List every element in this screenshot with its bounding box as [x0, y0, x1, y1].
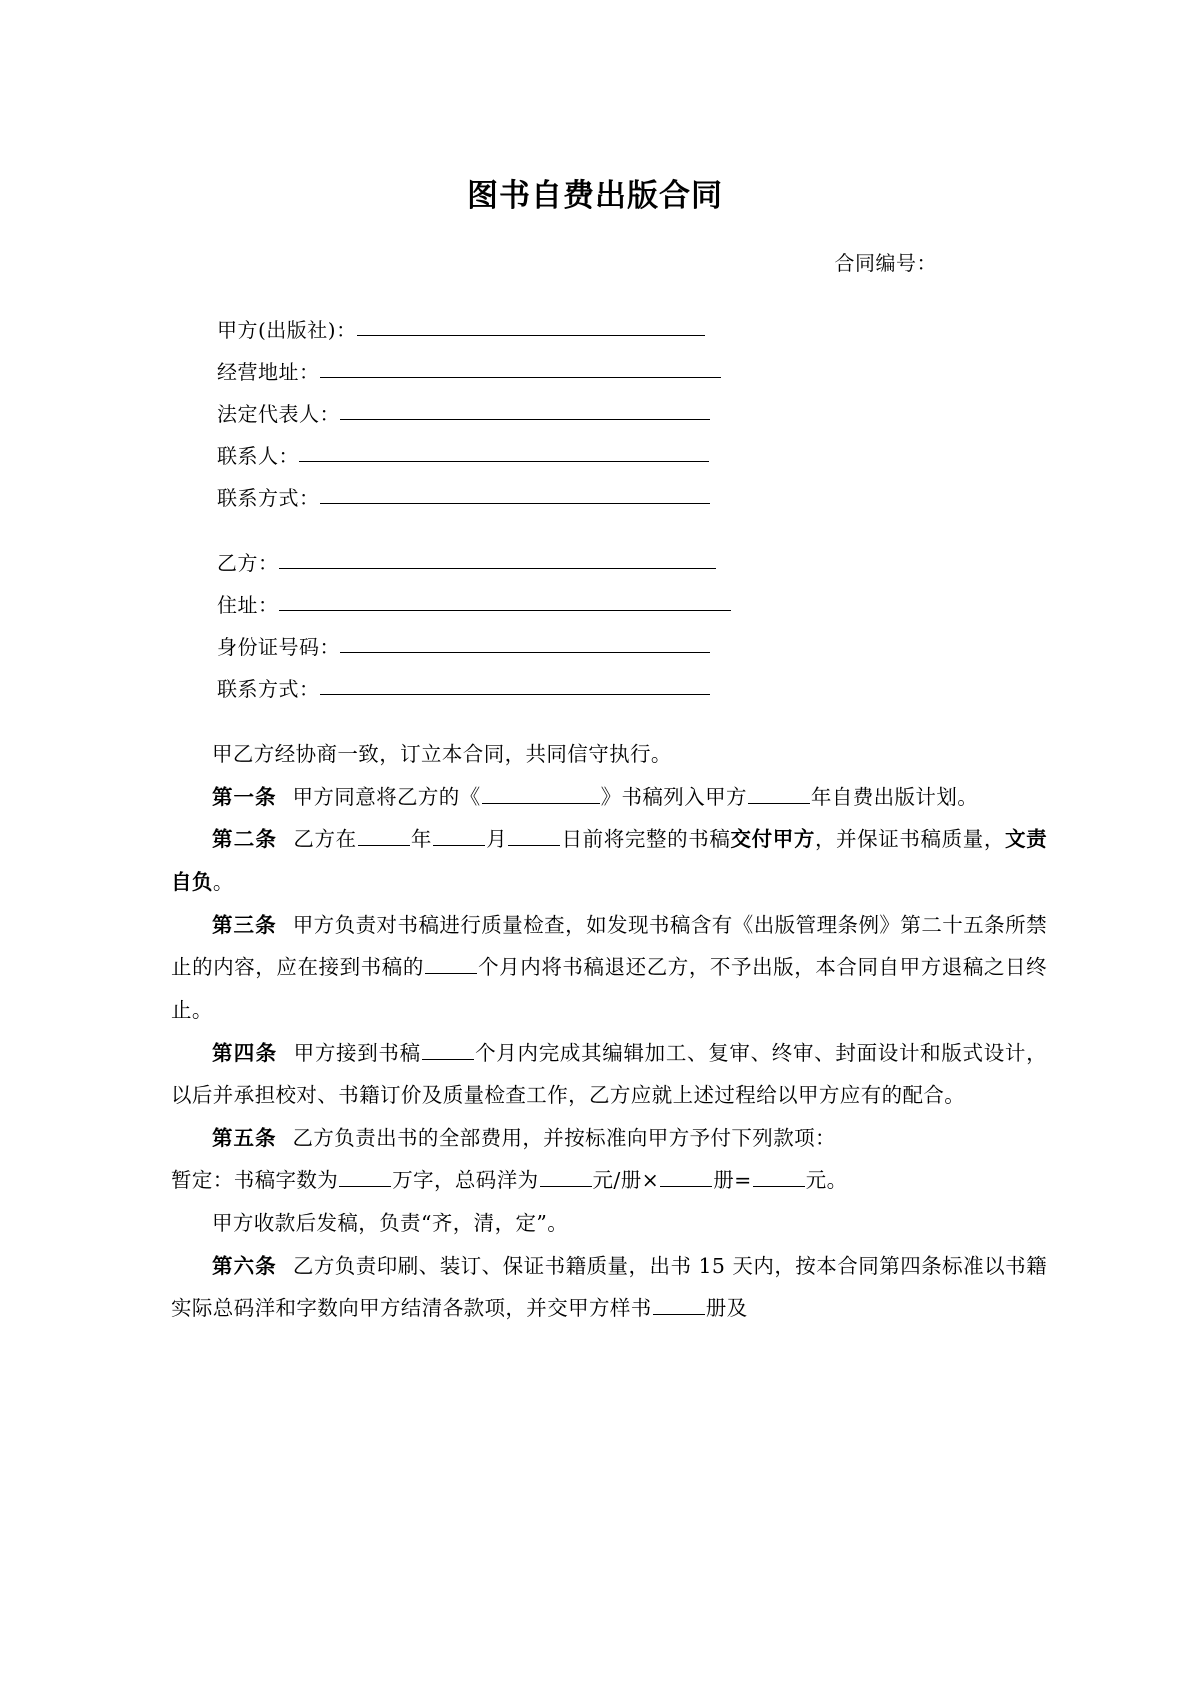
contract-body — [143, 733, 1047, 1330]
party-a-block — [143, 318, 1047, 511]
field-party-b-id-number — [143, 635, 1047, 660]
article-2-text-part-6: 。 — [212, 870, 234, 895]
article-5-cont-part-3: 元/册× — [592, 1168, 660, 1193]
article-4-paragraph — [143, 1032, 1047, 1117]
article-2-text-part-3: 月 — [486, 827, 508, 852]
article-5-price-blank[interactable] — [540, 1167, 592, 1187]
page-title: 图书自费出版合同 — [467, 178, 723, 214]
field-input-rule[interactable] — [279, 567, 716, 569]
article-2-emphasis-responsibility: 文责自负 — [171, 827, 1047, 895]
page-content — [143, 0, 1047, 1330]
article-6-text-part-2: 册及 — [705, 1296, 748, 1321]
article-3-text-part-1: 甲方负责对书稿进行质量检查，如发现书稿含有《出版管理条例》第二十五条所禁止的内容，应在接到书稿的 — [171, 912, 1048, 980]
field-label: 身份证号码： — [217, 635, 340, 660]
article-3-paragraph — [143, 904, 1047, 1032]
field-party-a-legal-representative — [143, 402, 1047, 427]
article-6-text-part-1: 乙方负责印刷、装订、保证书籍质量，出书 15 天内，按本合同第四条标准以书籍实际总码洋和字数向甲方结清各款项，并交甲方样书 — [171, 1253, 1047, 1321]
article-5-cont-part-5: 元。 — [805, 1168, 848, 1193]
field-party-a-business-address — [143, 360, 1047, 385]
field-party-a-publisher — [143, 318, 1047, 343]
article-2-text-part-1: 乙方在 — [293, 827, 357, 852]
article-5-number: 第五条 — [212, 1125, 277, 1150]
article-4-months-blank[interactable] — [422, 1039, 474, 1059]
article-5-note-text: 甲方收款后发稿，负责“齐，清，定”。 — [212, 1211, 569, 1236]
article-5-cont-part-2: 万字，总码洋为 — [392, 1168, 539, 1193]
article-1-text-part-1: 甲方同意将乙方的《 — [292, 784, 481, 809]
party-b-block — [143, 551, 1047, 702]
field-label: 乙方： — [217, 551, 279, 576]
field-label: 法定代表人： — [217, 402, 340, 427]
field-label: 经营地址： — [217, 360, 320, 385]
field-input-rule[interactable] — [320, 376, 721, 378]
article-2-day-blank[interactable] — [508, 826, 560, 846]
article-6-sample-copies-blank[interactable] — [653, 1295, 705, 1315]
field-label: 联系方式： — [217, 677, 320, 702]
field-label: 联系人： — [217, 444, 299, 469]
article-2-text-part-2: 年 — [410, 827, 433, 852]
article-5-paragraph — [143, 1117, 1047, 1160]
field-input-rule[interactable] — [299, 460, 709, 462]
field-party-a-contact-person — [143, 444, 1047, 469]
article-5-text-part-1: 乙方负责出书的全部费用，并按标准向甲方予付下列款项： — [292, 1125, 836, 1150]
article-5-copies-blank[interactable] — [660, 1167, 712, 1187]
article-1-paragraph — [143, 776, 1047, 819]
article-4-number: 第四条 — [212, 1040, 278, 1065]
article-6-paragraph — [143, 1245, 1047, 1330]
article-4-text-part-1: 甲方接到书稿 — [293, 1040, 421, 1065]
field-party-b-contact-method — [143, 677, 1047, 702]
article-2-number: 第二条 — [212, 827, 278, 852]
article-1-book-title-blank[interactable] — [482, 783, 600, 803]
field-label: 甲方(出版社)： — [217, 318, 357, 343]
article-1-text-part-3: 年自费出版计划。 — [810, 784, 979, 809]
field-input-rule[interactable] — [357, 334, 705, 336]
field-input-rule[interactable] — [279, 609, 731, 611]
field-input-rule[interactable] — [320, 693, 710, 695]
article-1-number: 第一条 — [212, 784, 277, 809]
article-2-emphasis-deliver: 交付甲方 — [730, 827, 815, 852]
article-1-text-part-2: 》书稿列入甲方 — [600, 784, 747, 809]
field-input-rule[interactable] — [320, 502, 710, 504]
field-party-a-contact-method — [143, 486, 1047, 511]
article-5-continuation-paragraph — [143, 1159, 1047, 1202]
article-3-text-part-2: 个月内将书稿退还乙方，不予出版，本合同自甲方退稿之日终止。 — [171, 955, 1047, 1022]
contract-number-label: 合同编号： — [834, 251, 937, 276]
field-input-rule[interactable] — [340, 651, 710, 653]
article-5-cont-part-1: 暂定：书稿字数为 — [171, 1168, 339, 1193]
article-2-text-part-4: 日前将完整的书稿 — [561, 827, 731, 852]
field-input-rule[interactable] — [340, 418, 710, 420]
article-2-text-part-5: ，并保证书稿质量， — [814, 827, 1005, 852]
field-party-b-name — [143, 551, 1047, 576]
article-5-wordcount-blank[interactable] — [339, 1167, 391, 1187]
preamble-paragraph — [143, 733, 1047, 776]
article-5-note-paragraph — [143, 1202, 1047, 1245]
article-5-total-blank[interactable] — [753, 1167, 805, 1187]
field-label: 联系方式： — [217, 486, 320, 511]
field-label: 住址： — [217, 593, 279, 618]
article-6-number: 第六条 — [212, 1253, 277, 1278]
article-2-paragraph — [143, 818, 1047, 903]
field-party-b-address — [143, 593, 1047, 618]
article-2-month-blank[interactable] — [433, 826, 485, 846]
article-2-year-blank[interactable] — [358, 826, 410, 846]
preamble-text: 甲乙方经协商一致，订立本合同，共同信守执行。 — [212, 742, 672, 767]
article-3-months-blank[interactable] — [425, 954, 477, 974]
article-1-year-blank[interactable] — [748, 783, 810, 803]
article-3-number: 第三条 — [212, 912, 277, 937]
article-5-cont-part-4: 册= — [713, 1168, 752, 1193]
article-4-text-part-2: 个月内完成其编辑加工、复审、终审、封面设计和版式设计，以后并承担校对、书籍订价及质量检查工作，乙方应就上述过程给以甲方应有的配合。 — [171, 1040, 1047, 1108]
